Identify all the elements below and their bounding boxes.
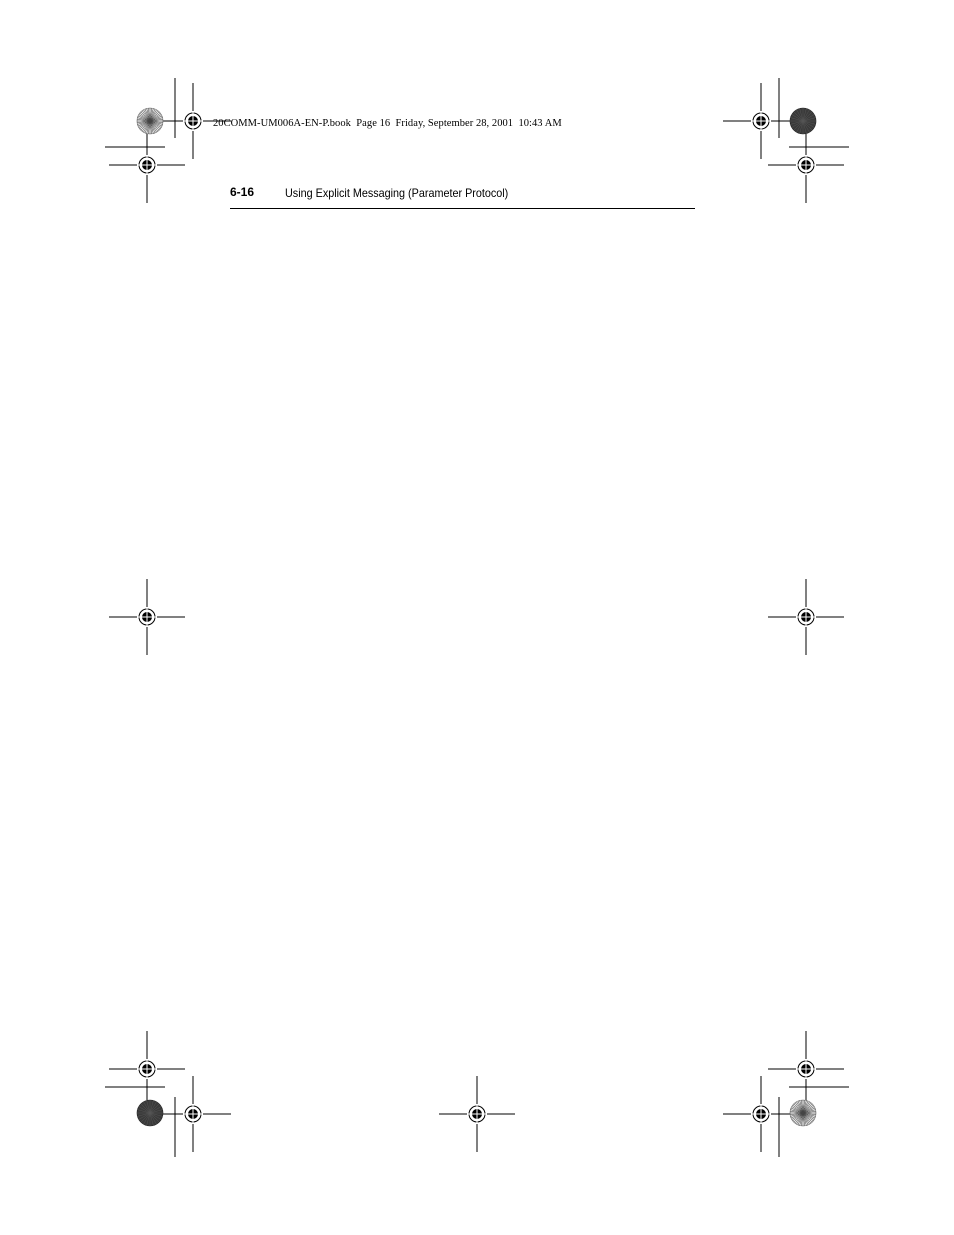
registration-mark-left-bottom-edge bbox=[439, 1076, 515, 1152]
color-wheel-solid-top-right bbox=[790, 108, 816, 134]
registration-mark-right-bottom-edge bbox=[723, 1076, 799, 1152]
registration-mark-bottom-center bbox=[768, 579, 844, 655]
registration-mark-mid-left bbox=[109, 127, 185, 203]
running-header bbox=[230, 184, 695, 209]
color-wheels bbox=[137, 108, 816, 1126]
color-wheel-solid-bottom-left bbox=[137, 1100, 163, 1126]
running-title: Using Explicit Messaging (Parameter Protocol) bbox=[285, 186, 509, 200]
registration-mark-mid-right bbox=[768, 127, 844, 203]
page-number: 6-16 bbox=[230, 185, 255, 199]
registration-marks bbox=[109, 83, 844, 1152]
registration-mark-top-right bbox=[723, 83, 799, 159]
color-wheel-starburst-bottom-right bbox=[790, 1100, 816, 1126]
registration-mark-bottom-right bbox=[109, 1031, 185, 1107]
registration-mark-bottom-left bbox=[109, 579, 185, 655]
crop-marks bbox=[105, 78, 849, 1157]
slug-line: 20COMM-UM006A-EN-P.book Page 16 Friday, September 28, 2001 10:43 AM bbox=[213, 118, 562, 129]
registration-mark-left-top-edge bbox=[768, 1031, 844, 1107]
color-wheel-starburst-top-left bbox=[137, 108, 163, 134]
registration-mark-right-top-edge bbox=[155, 1076, 231, 1152]
